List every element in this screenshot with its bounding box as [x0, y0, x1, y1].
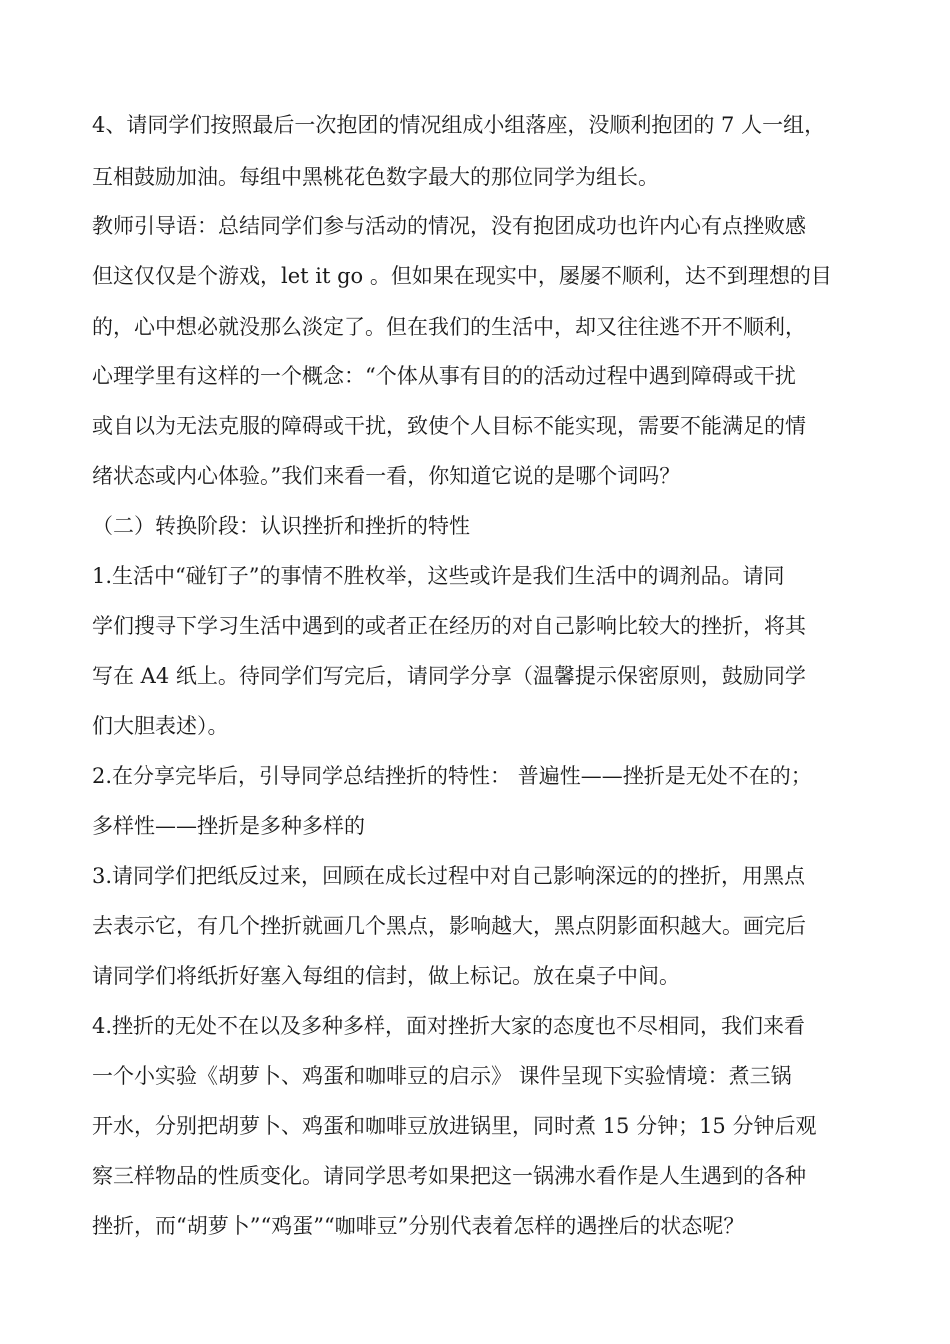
paragraph-line: 心理学里有这样的一个概念：“个体从事有目的的活动过程中遇到障碍或干扰 [92, 364, 796, 388]
section-heading: （二）转换阶段：认识挫折和挫折的特性 [92, 514, 470, 538]
paragraph-line: 开水，分别把胡萝卜、鸡蛋和咖啡豆放进锅里，同时煮 15 分钟；15 分钟后观 [92, 1114, 817, 1138]
paragraph-line: 4、请同学们按照最后一次抱团的情况组成小组落座，没顺利抱团的 7 人一组， [92, 113, 826, 137]
paragraph-line: 察三样物品的性质变化。请同学思考如果把这一锅沸水看作是人生遇到的各种 [92, 1164, 806, 1188]
paragraph-line: 或自以为无法克服的障碍或干扰，致使个人目标不能实现，需要不能满足的情 [92, 414, 806, 438]
paragraph-line: 3.请同学们把纸反过来，回顾在成长过程中对自己影响深远的的挫折，用黑点 [92, 864, 806, 888]
paragraph-line: 1.生活中“碰钉子”的事情不胜枚举，这些或许是我们生活中的调剂品。请同 [92, 564, 785, 588]
paragraph-line: 们大胆表述）。 [92, 714, 229, 738]
paragraph-line: 去表示它，有几个挫折就画几个黑点，影响越大，黑点阴影面积越大。画完后 [92, 914, 806, 938]
paragraph-line: 请同学们将纸折好塞入每组的信封，做上标记。放在桌子中间。 [92, 964, 680, 988]
paragraph-line: 教师引导语：总结同学们参与活动的情况，没有抱团成功也许内心有点挫败感 [92, 214, 806, 238]
paragraph-line: 写在 A4 纸上。待同学们写完后，请同学分享（温馨提示保密原则，鼓励同学 [92, 664, 806, 688]
paragraph-line: 的，心中想必就没那么淡定了。但在我们的生活中，却又往往逃不开不顺利， [92, 315, 806, 339]
paragraph-line: 学们搜寻下学习生活中遇到的或者正在经历的对自己影响比较大的挫折，将其 [92, 614, 806, 638]
paragraph-line: 一个小实验《胡萝卜、鸡蛋和咖啡豆的启示》 课件呈现下实验情境：煮三锅 [92, 1064, 792, 1088]
paragraph-line: 绪状态或内心体验。”我们来看一看，你知道它说的是哪个词吗？ [92, 464, 681, 488]
paragraph-line: 2.在分享完毕后，引导同学总结挫折的特性： 普遍性——挫折是无处不在的； [92, 764, 812, 788]
paragraph-line: 但这仅仅是个游戏，let it go 。但如果在现实中，屡屡不顺利，达不到理想的目 [92, 264, 832, 288]
paragraph-line: 多样性——挫折是多种多样的 [92, 814, 365, 838]
paragraph-line: 互相鼓励加油。每组中黑桃花色数字最大的那位同学为组长。 [92, 165, 659, 189]
paragraph-line: 挫折，而“胡萝卜”“鸡蛋”“咖啡豆”分别代表着怎样的遇挫后的状态呢？ [92, 1214, 745, 1238]
paragraph-line: 4.挫折的无处不在以及多种多样，面对挫折大家的态度也不尽相同，我们来看 [92, 1014, 806, 1038]
